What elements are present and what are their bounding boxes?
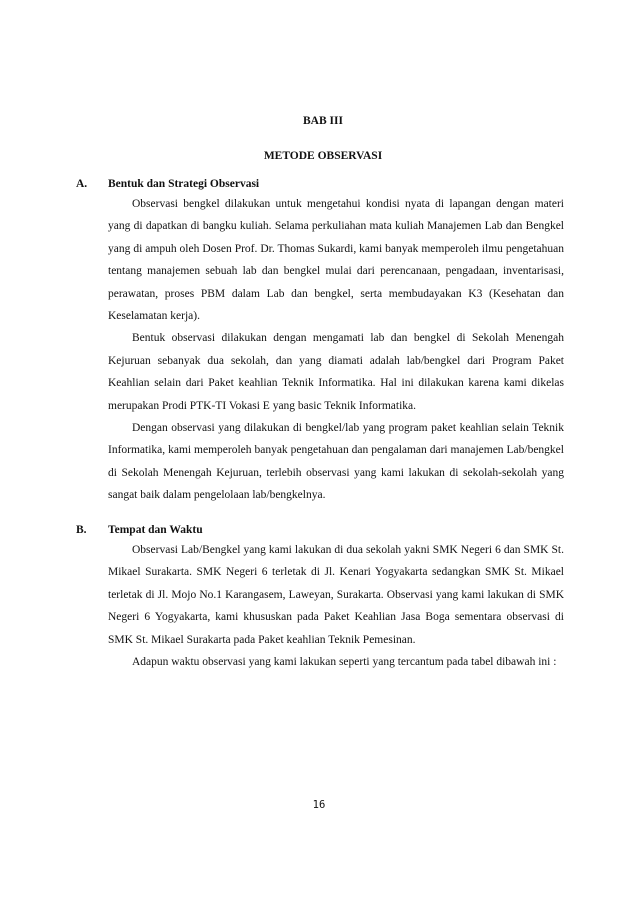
chapter-title: METODE OBSERVASI	[263, 150, 383, 162]
section-b-paragraph-2: Adapun waktu observasi yang kami lakukan seperti yang tercantum pada tabel dibawah ini :	[132, 656, 557, 669]
section-b-body	[108, 539, 564, 673]
page-number: 16	[312, 799, 326, 811]
section-a-paragraph-3: Dengan observasi yang dilakukan di bengkel/lab yang program paket keahlian selain Teknik Informatika, kami memperoleh banyak pengetahuan dan pengalaman dari manajemen Lab/bengkel di Sekolah Menengah Kejuruan, terlebih observasi yang kami lakukan di sekolah-sekolah yang sangat baik dalam pengelolaan lab/bengkelnya.	[108, 422, 564, 502]
section-b-paragraph-1: Observasi Lab/Bengkel yang kami lakukan di dua sekolah yakni SMK Negeri 6 dan SMK St. Mikael Surakarta. SMK Negeri 6 terletak di Jl. Kenari Yogyakarta sedangkan SMK St. Mikael terletak di Jl. Mojo No.1 Karangasem, Laweyan, Surakarta. Observasi yang kami lakukan di SMK Negeri 6 Yogyakarta, kami khususkan pada Paket Keahlian Jasa Boga sementara observasi di SMK St. Mikael Surakarta pada Paket keahlian Teknik Pemesinan.	[108, 544, 564, 646]
section-a-paragraph-2: Bentuk observasi dilakukan dengan mengamati lab dan bengkel di Sekolah Menengah Kejuruan sebanyak dua sekolah, dan yang diamati adalah lab/bengkel dari Program Paket Keahlian selain dari Paket keahlian Teknik Informatika. Hal ini dilakukan karena kami dikelas merupakan Prodi PTK-TI Vokasi E yang basic Teknik Informatika.	[108, 332, 564, 412]
chapter-heading: BAB III	[303, 115, 343, 127]
section-b-letter: B.	[76, 524, 87, 536]
section-a-letter: A.	[76, 178, 88, 190]
section-b-heading: Tempat dan Waktu	[108, 524, 203, 536]
section-a-body	[108, 193, 564, 507]
section-a-paragraph-1: Observasi bengkel dilakukan untuk mengetahui kondisi nyata di lapangan dengan materi yang di dapatkan di bangku kuliah. Selama perkuliahan mata kuliah Manajemen Lab dan Bengkel yang di ampuh oleh Dosen Prof. Dr. Thomas Sukardi, kami banyak memperoleh ilmu pengetahuan tentang manajemen sebuah lab dan bengkel mulai dari perencanaan, pengadaan, inventarisasi, perawatan, proses PBM dalam Lab dan bengkel, serta membudayakan K3 (Kesehatan dan Keselamatan kerja).	[108, 198, 564, 323]
section-a-heading: Bentuk dan Strategi Observasi	[108, 178, 260, 190]
